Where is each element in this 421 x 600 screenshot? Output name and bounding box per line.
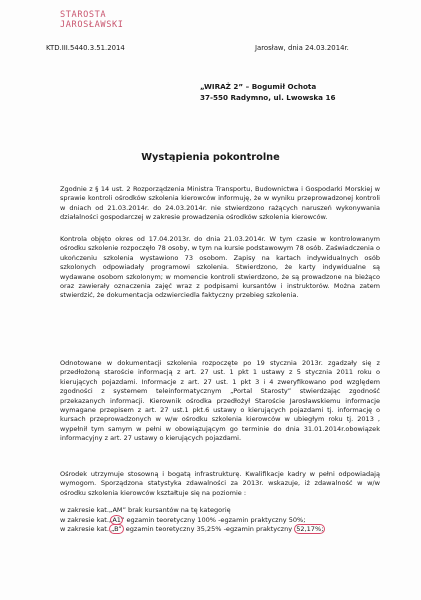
a1-rest: ” egzamin teoretyczny 100% -egzamin praktyczny 50%;	[120, 516, 306, 524]
paragraph-documentation: Odnotowane w dokumentacji szkolenia rozpoczęte po 19 stycznia 2013r. zgadzały się z przedłożoną staroście informacją z art. 27 ust. 1 pkt 1 ustawy z 5 stycznia 2011 roku o kierujących pojazdami. Informacje z art. 27 ust. 1 pkt 3 i 4 zweryfikowano pod względem zgodności z systemem teleinformatycznym „Portal Starosty” stwierdzając zgodność przekazanych informacji. Kierownik ośrodka przedłożył Staroście Jarosławskiemu informacje wymagane przepisem z art. 27 ust.1 pkt.6 ustawy o kierujących pojazdami tj. informację o kursach przeprowadzonych w w/w ośrodku szkolenia kierowców w ubiegłym roku tj. 2013 , wypełnił tym samym w pełni w obowiązującym go terminie do dnia 31.01.2014r.obowiązek informacyjny z art. 27 ustawy o kierujących pojazdami.	[60, 359, 380, 443]
b-category-annotated: „B”	[110, 525, 122, 533]
paragraph-intro: Zgodnie z § 14 ust. 2 Rozporządzenia Ministra Transportu, Budownictwa i Gospodarki Morskiej w sprawie kontroli ośrodków szkolenia kierowców informuję, że w wyniku przeprowadzonej kontroli w dniach od 21.03.2014r. do 24.03.2014r. nie stwierdzono rażących naruszeń wykonywania działalności gospodarczej w zakresie prowadzenia ośrodków szkolenia kierowców.	[60, 185, 380, 222]
recipient-street: 37-550 Radymno, ul. Lwowska 16	[200, 92, 336, 102]
place-and-date: Jarosław, dnia 24.03.2014r.	[255, 44, 349, 52]
b-prefix: w zakresie kat.	[60, 525, 109, 533]
result-category-am: w zakresie kat.„AM” brak kursantów na tę kategorię	[60, 506, 231, 514]
a1-category-annotated: A1	[112, 516, 121, 524]
b-middle: egzamin teoretyczny 35,25% -egzamin praktyczny	[123, 525, 295, 533]
stamp-line-2: JAROSŁAWSKI	[60, 20, 124, 30]
b-practical-result-annotated: 52,17%;	[296, 525, 324, 533]
paragraph-control-period: Kontrola objęto okres od 17.04.2013r. do dnia 21.03.2014r. W tym czasie w kontrolowanym ośrodku szkolenie rozpoczęło 78 osoby, w tym na kursie podstawowym 78 osób. Zaświadczenia o ukończeniu szkolenia wystawiono 73 osobom. Zapisy na kartach indywidualnych osób szkolonych odpowiadały programowi szkolenia. Stwierdzono, że karty indywidualne są wydawane osobom szkolonym; w momencie kontroli stwierdzono, że są prowadzone na bieżąco oraz zawierały oznaczenia zajęć wraz z podpisami kursantów i instruktorów. Można zatem stwierdzić, że dokumentacja odzwierciedla faktyczny przebieg szkolenia.	[60, 235, 380, 300]
stamp-line-1: STAROSTA	[60, 10, 107, 20]
paragraph-infrastructure: Ośrodek utrzymuje stosowną i bogatą infrastrukturę. Kwalifikacje kadry w pełni odpowiadają wymogom. Sporządzona statystyka zdawalności za 2013r. wskazuje, iż zdawalność w w/w ośrodku szkolenia kierowców kształtuje się na poziomie :	[60, 470, 380, 497]
a1-prefix: w zakresie kat.„	[60, 516, 113, 524]
document-title: Wystąpienia pokontrolne	[141, 152, 280, 163]
recipient-name: „WIRAŻ 2” – Bogumił Ochota	[200, 82, 317, 91]
office-stamp	[60, 10, 124, 30]
result-category-b	[60, 524, 325, 534]
reference-number: KTD.III.5440.3.51.2014	[46, 44, 125, 52]
recipient-address	[200, 82, 336, 103]
